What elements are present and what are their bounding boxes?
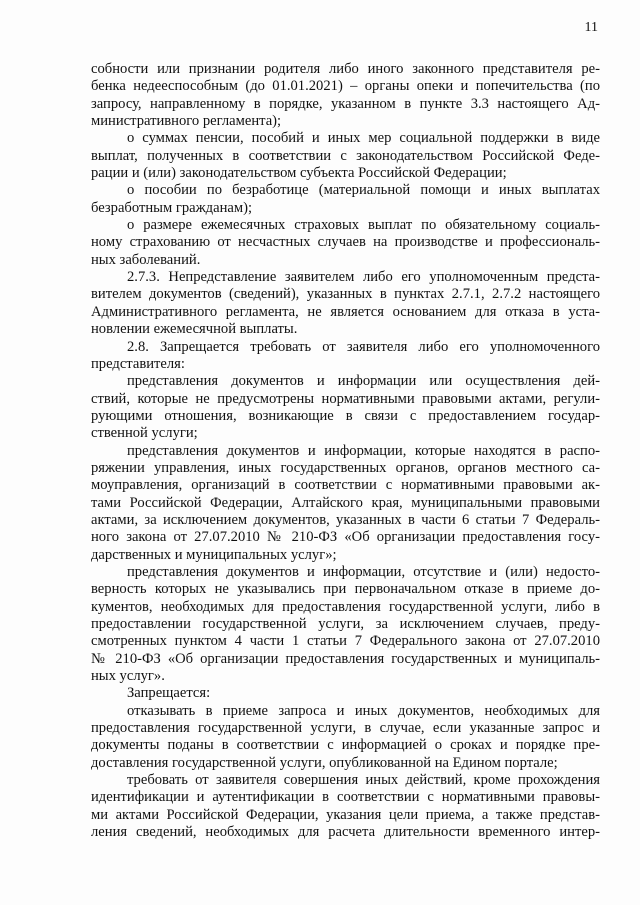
text-line: ных заболеваний. xyxy=(91,251,201,268)
page-number: 11 xyxy=(584,20,598,35)
text-line: ми актами Российской Федерации, указания цели приема, а также представ- xyxy=(91,806,600,823)
text-line: о пособии по безработице (материальной помощи и иных выплатах xyxy=(127,182,600,199)
text-line: 2.8. Запрещается требовать от заявителя либо его уполномоченного xyxy=(127,338,600,355)
text-line: безработным гражданам); xyxy=(91,199,253,216)
text-line: смотренных пунктом 4 части 1 статьи 7 Федерального закона от 27.07.2010 xyxy=(91,633,600,650)
text-line: запросу, направленному в порядке, указанном в пункте 3.3 настоящего Ад- xyxy=(91,95,600,112)
text-line: рующими отношения, возникающие в связи с предоставлением государ- xyxy=(91,407,600,424)
document-body xyxy=(91,61,600,841)
text-line: представления документов и информации, отсутствие и (или) недосто- xyxy=(127,563,600,580)
text-line: моуправления, организаций в соответствии с нормативными правовыми ак- xyxy=(91,477,600,494)
text-line: верность которых не указывались при первоначальном отказе в приеме до- xyxy=(91,581,600,598)
text-line: ных услуг». xyxy=(91,668,165,685)
text-line: доставления государственной услуги, опубликованной на Едином портале; xyxy=(91,754,558,771)
text-line: предоставления государственной услуги, в случае, если указанные запрос и xyxy=(91,720,600,737)
text-line: документы поданы в соответствии с информацией о сроках и порядке пре- xyxy=(91,737,600,754)
text-line: тами Российской Федерации, Алтайского края, муниципальными правовыми xyxy=(91,494,600,511)
text-line: собности или признании родителя либо иного законного представителя ре- xyxy=(91,61,600,77)
text-line: ственной услуги; xyxy=(91,425,198,442)
text-line: идентификации и аутентификации в соответствии с нормативными правовы- xyxy=(91,789,600,806)
text-line: о размере ежемесячных страховых выплат по обязательному социаль- xyxy=(127,217,600,234)
text-line: ному страхованию от несчастных случаев на производстве и профессиональ- xyxy=(91,234,600,251)
text-line: министративного регламента); xyxy=(91,113,282,130)
text-line: предоставлении государственной услуги, за исключением случаев, преду- xyxy=(91,616,600,632)
text-line: представления документов и информации или осуществления дей- xyxy=(127,373,600,390)
text-line: кументов, необходимых для предоставления государственной услуги, либо в xyxy=(91,598,600,615)
text-line: актами, за исключением документов, указанных в части 6 статьи 7 Федераль- xyxy=(91,511,600,528)
text-line: представления документов и информации, которые находятся в распо- xyxy=(127,442,600,459)
text-line: отказывать в приеме запроса и иных документов, необходимых для xyxy=(127,702,600,719)
text-line: новлении ежемесячной выплаты. xyxy=(91,321,298,338)
text-line: дарственных и муниципальных услуг»; xyxy=(91,546,337,563)
text-line: Административного регламента, не является основанием для отказа в уста- xyxy=(91,303,600,320)
text-line: 2.7.3. Непредставление заявителем либо его уполномоченным предста- xyxy=(127,269,600,286)
text-line: Запрещается: xyxy=(127,685,211,702)
text-line: бенка недееспособным (до 01.01.2021) – органы опеки и попечительства (по xyxy=(91,78,600,95)
text-line: выплат, полученных в соответствии с законодательством Российской Феде- xyxy=(91,147,600,164)
text-line: требовать от заявителя совершения иных действий, кроме прохождения xyxy=(127,772,600,789)
text-line: № 210-ФЗ «Об организации предоставления государственных и муниципаль- xyxy=(91,650,600,667)
text-line: рации и (или) законодательством субъекта Российской Федерации; xyxy=(91,165,507,182)
text-line: ряжении управления, иных государственных органов, органов местного са- xyxy=(91,459,600,476)
text-line: ления сведений, необходимых для расчета длительности временного интер- xyxy=(91,824,600,841)
text-line: представителя: xyxy=(91,355,185,372)
text-line: вителем документов (сведений), указанных в пунктах 2.7.1, 2.7.2 настоящего xyxy=(91,286,600,303)
text-line: ствий, которые не предусмотрены нормативными правовыми актами, регули- xyxy=(91,390,600,407)
text-line: ного закона от 27.07.2010 № 210-ФЗ «Об организации предоставления госу- xyxy=(91,529,600,546)
text-line: о суммах пенсии, пособий и иных мер социальной поддержки в виде xyxy=(127,130,600,147)
